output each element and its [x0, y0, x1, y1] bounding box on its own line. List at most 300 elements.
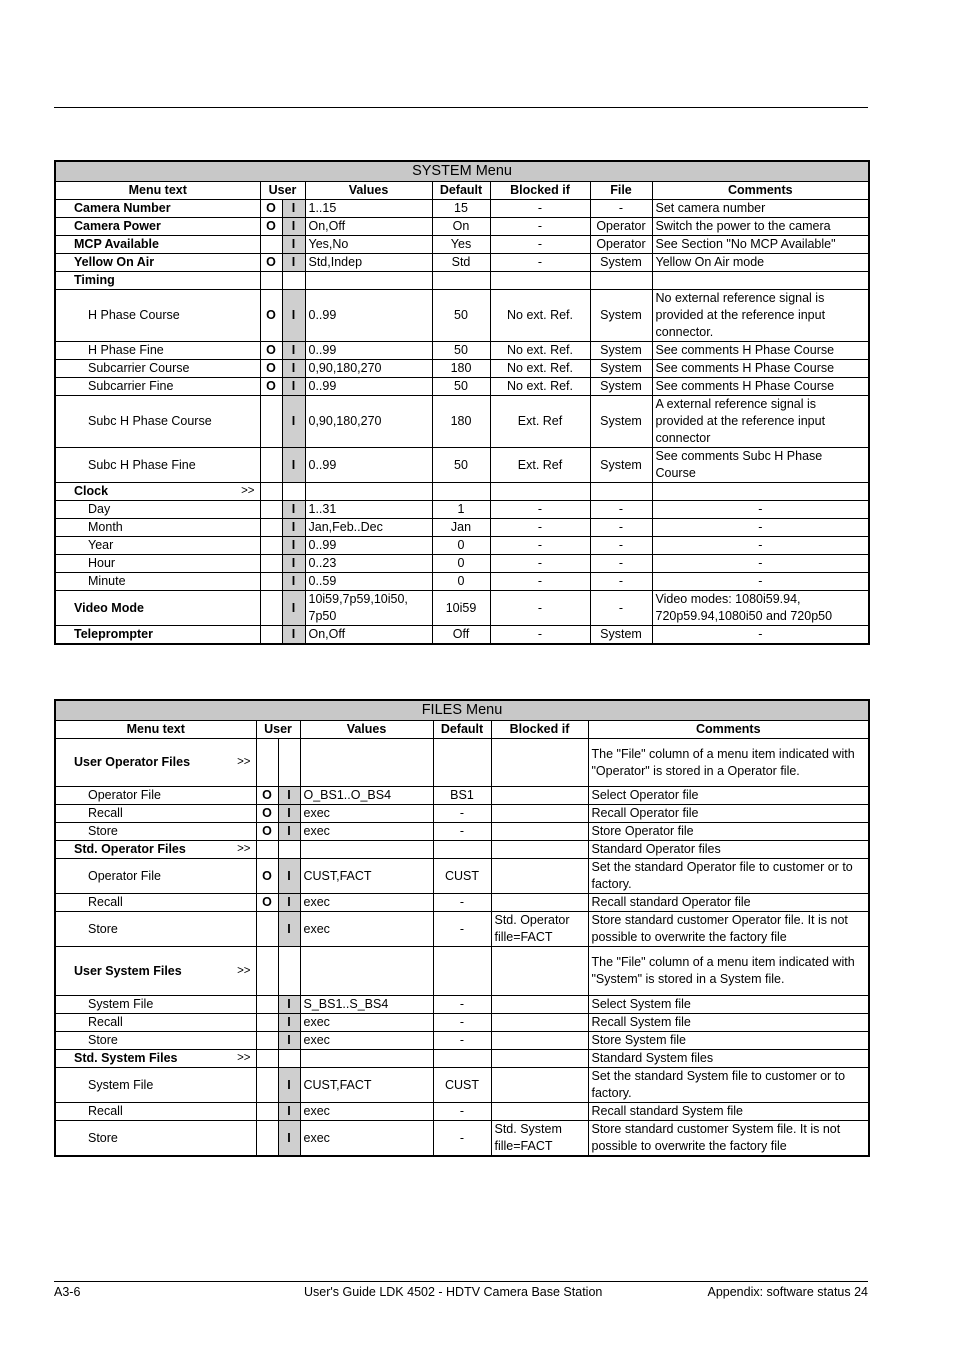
- footer-right: Appendix: software status 24: [707, 1285, 868, 1299]
- comments-cell: Switch the power to the camera: [652, 218, 869, 236]
- default-cell: CUST: [433, 1068, 491, 1103]
- blocked-if-cell: Ext. Ref: [490, 448, 590, 483]
- blocked-if-cell: [490, 483, 590, 501]
- values-cell: exec: [300, 1032, 433, 1050]
- user-install-cell: I: [282, 360, 305, 378]
- user-install-cell: [282, 272, 305, 290]
- blocked-if-cell: -: [490, 519, 590, 537]
- col-blocked-if: Blocked if: [491, 721, 588, 739]
- default-cell: -: [433, 912, 491, 947]
- comments-cell: -: [652, 501, 869, 519]
- file-cell: System: [590, 342, 652, 360]
- table-row: [55, 200, 869, 218]
- table-row: [55, 823, 869, 841]
- table-row: [55, 1050, 869, 1068]
- default-cell: Std: [432, 254, 490, 272]
- table-row: [55, 996, 869, 1014]
- blocked-if-cell: [491, 996, 588, 1014]
- menu-item-name: [55, 1050, 256, 1068]
- blocked-if-cell: [491, 787, 588, 805]
- file-cell: -: [590, 591, 652, 626]
- table-row: [55, 859, 869, 894]
- user-operator-cell: O: [260, 360, 282, 378]
- menu-item-name: [55, 805, 256, 823]
- default-cell: Off: [432, 626, 490, 645]
- values-cell: 0..99: [305, 290, 432, 342]
- table-row: [55, 254, 869, 272]
- file-cell: -: [590, 573, 652, 591]
- col-comments: Comments: [588, 721, 869, 739]
- comments-cell: Store System file: [588, 1032, 869, 1050]
- file-cell: System: [590, 254, 652, 272]
- table-row: [55, 805, 869, 823]
- col-file: File: [590, 182, 652, 200]
- blocked-if-cell: Ext. Ref: [490, 396, 590, 448]
- values-cell: exec: [300, 1014, 433, 1032]
- default-cell: 1: [432, 501, 490, 519]
- menu-item-label: Store: [88, 824, 118, 838]
- comments-cell: [652, 272, 869, 290]
- menu-item-name: [55, 996, 256, 1014]
- menu-item-label: Minute: [88, 574, 126, 588]
- file-cell: System: [590, 626, 652, 645]
- user-install-cell: [282, 483, 305, 501]
- file-cell: Operator: [590, 236, 652, 254]
- menu-item-label: Day: [88, 502, 111, 516]
- table-row: [55, 1068, 869, 1103]
- menu-item-name: [55, 200, 260, 218]
- default-cell: 0: [432, 573, 490, 591]
- values-cell: exec: [300, 1103, 433, 1121]
- values-cell: CUST,FACT: [300, 1068, 433, 1103]
- file-cell: System: [590, 396, 652, 448]
- col-menu-text: Menu text: [55, 182, 260, 200]
- user-install-cell: I: [278, 805, 300, 823]
- comments-cell: Recall Operator file: [588, 805, 869, 823]
- menu-item-label: Year: [88, 538, 114, 552]
- user-operator-cell: [260, 501, 282, 519]
- menu-item-name: [55, 859, 256, 894]
- user-operator-cell: O: [256, 805, 278, 823]
- user-install-cell: I: [282, 501, 305, 519]
- blocked-if-cell: [490, 272, 590, 290]
- comments-cell: Video modes: 1080i59.94, 720p59.94,1080i50 and 720p50: [652, 591, 869, 626]
- default-cell: 0: [432, 555, 490, 573]
- header-rule: [54, 107, 868, 108]
- menu-item-label: Operator File: [88, 788, 161, 802]
- user-operator-cell: [256, 1032, 278, 1050]
- menu-item-label: Std. System Files: [74, 1051, 178, 1065]
- comments-cell: Store standard customer Operator file. It is not possible to overwrite the factory file: [588, 912, 869, 947]
- user-install-cell: I: [278, 1103, 300, 1121]
- values-cell: 0..99: [305, 537, 432, 555]
- user-install-cell: I: [282, 555, 305, 573]
- comments-cell: Set the standard System file to customer or to factory.: [588, 1068, 869, 1103]
- values-cell: On,Off: [305, 218, 432, 236]
- default-cell: [433, 947, 491, 996]
- menu-item-name: [55, 626, 260, 645]
- comments-cell: A external reference signal is provided at the reference input connector: [652, 396, 869, 448]
- values-cell: Jan,Feb..Dec: [305, 519, 432, 537]
- comments-cell: -: [652, 626, 869, 645]
- default-cell: 50: [432, 342, 490, 360]
- user-install-cell: [278, 739, 300, 787]
- menu-item-name: [55, 342, 260, 360]
- menu-item-label: Timing: [74, 273, 115, 287]
- comments-cell: -: [652, 573, 869, 591]
- values-cell: [300, 739, 433, 787]
- system-menu-table: [54, 160, 870, 645]
- user-install-cell: I: [278, 1068, 300, 1103]
- comments-cell: See comments H Phase Course: [652, 360, 869, 378]
- menu-item-name: [55, 519, 260, 537]
- submenu-arrow: >>: [237, 1052, 251, 1064]
- comments-cell: Recall System file: [588, 1014, 869, 1032]
- default-cell: -: [433, 823, 491, 841]
- default-cell: 15: [432, 200, 490, 218]
- comments-cell: See Section "No MCP Available": [652, 236, 869, 254]
- comments-cell: Set camera number: [652, 200, 869, 218]
- menu-item-name: [55, 573, 260, 591]
- default-cell: -: [433, 996, 491, 1014]
- blocked-if-cell: -: [490, 236, 590, 254]
- menu-item-name: [55, 360, 260, 378]
- blocked-if-cell: -: [490, 254, 590, 272]
- blocked-if-cell: -: [490, 537, 590, 555]
- comments-cell: Store standard customer System file. It is not possible to overwrite the factory file: [588, 1121, 869, 1157]
- menu-item-name: [55, 823, 256, 841]
- user-operator-cell: O: [260, 342, 282, 360]
- col-user: User: [260, 182, 305, 200]
- table-row: [55, 501, 869, 519]
- blocked-if-cell: [491, 1103, 588, 1121]
- comments-cell: Select System file: [588, 996, 869, 1014]
- table-row: [55, 537, 869, 555]
- menu-item-name: [55, 1121, 256, 1157]
- file-cell: System: [590, 290, 652, 342]
- blocked-if-cell: -: [490, 555, 590, 573]
- values-cell: 0,90,180,270: [305, 360, 432, 378]
- user-install-cell: I: [278, 787, 300, 805]
- submenu-arrow: >>: [241, 485, 255, 497]
- blocked-if-cell: -: [490, 591, 590, 626]
- user-operator-cell: [256, 1068, 278, 1103]
- file-cell: -: [590, 501, 652, 519]
- user-install-cell: [278, 841, 300, 859]
- table-row: [55, 448, 869, 483]
- comments-cell: -: [652, 537, 869, 555]
- table-row: [55, 894, 869, 912]
- user-operator-cell: O: [256, 787, 278, 805]
- menu-item-name: [55, 254, 260, 272]
- user-install-cell: I: [282, 254, 305, 272]
- default-cell: -: [433, 1121, 491, 1157]
- table-row: [55, 272, 869, 290]
- files-menu-title: FILES Menu: [55, 700, 869, 721]
- user-operator-cell: [256, 1121, 278, 1157]
- blocked-if-cell: [491, 1050, 588, 1068]
- menu-item-label: Camera Number: [74, 201, 171, 215]
- table-row: [55, 626, 869, 645]
- table-row: [55, 342, 869, 360]
- table-row: [55, 360, 869, 378]
- user-install-cell: I: [282, 537, 305, 555]
- menu-item-label: Std. Operator Files: [74, 842, 186, 856]
- values-cell: CUST,FACT: [300, 859, 433, 894]
- submenu-arrow: >>: [237, 843, 251, 855]
- values-cell: exec: [300, 894, 433, 912]
- file-cell: [590, 483, 652, 501]
- user-operator-cell: [256, 1103, 278, 1121]
- blocked-if-cell: [491, 805, 588, 823]
- menu-item-label: Hour: [88, 556, 116, 570]
- menu-item-label: Month: [88, 520, 123, 534]
- comments-cell: -: [652, 519, 869, 537]
- user-install-cell: I: [282, 200, 305, 218]
- blocked-if-cell: [491, 739, 588, 787]
- user-operator-cell: O: [260, 218, 282, 236]
- user-operator-cell: [256, 841, 278, 859]
- comments-cell: Select Operator file: [588, 787, 869, 805]
- table-row: [55, 739, 869, 787]
- comments-cell: See comments Subc H Phase Course: [652, 448, 869, 483]
- blocked-if-cell: [491, 841, 588, 859]
- values-cell: [300, 841, 433, 859]
- table-row: [55, 218, 869, 236]
- blocked-if-cell: No ext. Ref.: [490, 342, 590, 360]
- blocked-if-cell: -: [490, 501, 590, 519]
- user-install-cell: I: [282, 342, 305, 360]
- values-cell: exec: [300, 805, 433, 823]
- default-cell: 50: [432, 290, 490, 342]
- user-install-cell: I: [278, 823, 300, 841]
- values-cell: 0,90,180,270: [305, 396, 432, 448]
- menu-item-name: [55, 841, 256, 859]
- comments-cell: Standard Operator files: [588, 841, 869, 859]
- user-operator-cell: [256, 912, 278, 947]
- user-install-cell: [278, 1050, 300, 1068]
- menu-item-name: [55, 290, 260, 342]
- default-cell: 10i59: [432, 591, 490, 626]
- menu-item-name: [55, 236, 260, 254]
- values-cell: S_BS1..S_BS4: [300, 996, 433, 1014]
- values-cell: 0..99: [305, 378, 432, 396]
- default-cell: 50: [432, 378, 490, 396]
- menu-item-name: [55, 912, 256, 947]
- table-row: [55, 519, 869, 537]
- table-row: [55, 483, 869, 501]
- user-operator-cell: [260, 573, 282, 591]
- menu-item-label: Operator File: [88, 868, 161, 883]
- user-install-cell: I: [282, 626, 305, 645]
- blocked-if-cell: [491, 823, 588, 841]
- user-install-cell: I: [282, 218, 305, 236]
- menu-item-label: H Phase Course: [88, 308, 180, 322]
- default-cell: 180: [432, 396, 490, 448]
- default-cell: -: [433, 1103, 491, 1121]
- blocked-if-cell: [491, 859, 588, 894]
- values-cell: 1..15: [305, 200, 432, 218]
- user-install-cell: I: [278, 996, 300, 1014]
- file-cell: System: [590, 448, 652, 483]
- menu-item-label: User Operator Files: [74, 755, 191, 769]
- default-cell: -: [433, 805, 491, 823]
- user-install-cell: I: [278, 912, 300, 947]
- footer-left: A3-6: [54, 1285, 81, 1299]
- user-operator-cell: O: [256, 894, 278, 912]
- user-operator-cell: [256, 739, 278, 787]
- col-user: User: [256, 721, 300, 739]
- user-install-cell: I: [278, 1121, 300, 1157]
- file-cell: -: [590, 555, 652, 573]
- user-install-cell: [278, 947, 300, 996]
- menu-item-name: [55, 555, 260, 573]
- user-operator-cell: O: [260, 200, 282, 218]
- menu-item-name: [55, 1014, 256, 1032]
- user-operator-cell: [260, 591, 282, 626]
- menu-item-name: [55, 448, 260, 483]
- table-row: [55, 591, 869, 626]
- table-row: [55, 378, 869, 396]
- blocked-if-cell: [491, 1032, 588, 1050]
- user-operator-cell: [260, 396, 282, 448]
- file-cell: System: [590, 378, 652, 396]
- comments-cell: [652, 483, 869, 501]
- user-operator-cell: [260, 272, 282, 290]
- blocked-if-cell: -: [490, 626, 590, 645]
- values-cell: [300, 1050, 433, 1068]
- values-cell: 0..99: [305, 342, 432, 360]
- user-install-cell: I: [282, 448, 305, 483]
- menu-item-name: [55, 218, 260, 236]
- user-install-cell: I: [282, 573, 305, 591]
- comments-cell: Set the standard Operator file to customer or to factory.: [588, 859, 869, 894]
- values-cell: 1..31: [305, 501, 432, 519]
- col-blocked-if: Blocked if: [490, 182, 590, 200]
- menu-item-label: Recall: [88, 1015, 123, 1029]
- menu-item-name: [55, 787, 256, 805]
- menu-item-label: Teleprompter: [74, 627, 153, 641]
- comments-cell: Store Operator file: [588, 823, 869, 841]
- blocked-if-cell: -: [490, 200, 590, 218]
- file-cell: -: [590, 537, 652, 555]
- default-cell: -: [433, 894, 491, 912]
- footer-rule: [54, 1281, 868, 1282]
- menu-item-name: [55, 1103, 256, 1121]
- table-row: [55, 1014, 869, 1032]
- default-cell: [433, 739, 491, 787]
- default-cell: 50: [432, 448, 490, 483]
- comments-cell: See comments H Phase Course: [652, 378, 869, 396]
- values-cell: exec: [300, 1121, 433, 1157]
- comments-cell: See comments H Phase Course: [652, 342, 869, 360]
- table-row: [55, 555, 869, 573]
- default-cell: CUST: [433, 859, 491, 894]
- user-operator-cell: [260, 626, 282, 645]
- user-operator-cell: O: [260, 290, 282, 342]
- table-row: [55, 290, 869, 342]
- user-install-cell: I: [282, 396, 305, 448]
- user-operator-cell: [260, 555, 282, 573]
- system-menu-title: SYSTEM Menu: [55, 161, 869, 182]
- values-cell: 10i59,7p59,10i50, 7p50: [305, 591, 432, 626]
- menu-item-label: User System Files: [74, 963, 182, 978]
- user-operator-cell: [256, 1050, 278, 1068]
- comments-cell: Yellow On Air mode: [652, 254, 869, 272]
- user-operator-cell: [260, 537, 282, 555]
- menu-item-label: Recall: [88, 1104, 123, 1118]
- col-comments: Comments: [652, 182, 869, 200]
- menu-item-label: Store: [88, 1033, 118, 1047]
- user-operator-cell: [260, 483, 282, 501]
- menu-item-name: [55, 1068, 256, 1103]
- default-cell: 0: [432, 537, 490, 555]
- comments-cell: The "File" column of a menu item indicated with "System" is stored in a System file.: [588, 947, 869, 996]
- values-cell: exec: [300, 823, 433, 841]
- default-cell: Jan: [432, 519, 490, 537]
- comments-cell: The "File" column of a menu item indicated with "Operator" is stored in a Operator file.: [588, 739, 869, 787]
- file-cell: -: [590, 200, 652, 218]
- file-cell: Operator: [590, 218, 652, 236]
- col-values: Values: [305, 182, 432, 200]
- blocked-if-cell: [491, 894, 588, 912]
- user-operator-cell: [256, 996, 278, 1014]
- menu-item-label: Subcarrier Course: [88, 361, 190, 375]
- col-default: Default: [432, 182, 490, 200]
- blocked-if-cell: No ext. Ref.: [490, 290, 590, 342]
- table-row: [55, 912, 869, 947]
- user-operator-cell: [260, 236, 282, 254]
- default-cell: -: [433, 1032, 491, 1050]
- menu-item-label: System File: [88, 1077, 154, 1092]
- blocked-if-cell: Std. System fille=FACT: [491, 1121, 588, 1157]
- values-cell: O_BS1..O_BS4: [300, 787, 433, 805]
- user-install-cell: I: [282, 378, 305, 396]
- user-operator-cell: O: [256, 859, 278, 894]
- comments-cell: -: [652, 555, 869, 573]
- values-cell: Yes,No: [305, 236, 432, 254]
- default-cell: BS1: [433, 787, 491, 805]
- comments-cell: Recall standard Operator file: [588, 894, 869, 912]
- footer-center: User's Guide LDK 4502 - HDTV Camera Base Station: [304, 1285, 603, 1299]
- table-row: [55, 1032, 869, 1050]
- menu-item-label: Video Mode: [74, 600, 144, 615]
- default-cell: [432, 272, 490, 290]
- menu-item-label: H Phase Fine: [88, 343, 164, 357]
- submenu-arrow: >>: [237, 964, 251, 977]
- comments-cell: Recall standard System file: [588, 1103, 869, 1121]
- blocked-if-cell: No ext. Ref.: [490, 360, 590, 378]
- menu-item-name: [55, 1032, 256, 1050]
- table-row: [55, 1121, 869, 1157]
- values-cell: [305, 272, 432, 290]
- menu-item-name: [55, 947, 256, 996]
- values-cell: 0..99: [305, 448, 432, 483]
- menu-item-label: Yellow On Air: [74, 255, 155, 269]
- file-cell: -: [590, 519, 652, 537]
- blocked-if-cell: [491, 1014, 588, 1032]
- menu-item-label: Store: [88, 1130, 118, 1145]
- user-install-cell: I: [278, 859, 300, 894]
- comments-cell: No external reference signal is provided at the reference input connector.: [652, 290, 869, 342]
- user-install-cell: I: [282, 591, 305, 626]
- menu-item-label: Camera Power: [74, 219, 161, 233]
- menu-item-label: System File: [88, 997, 154, 1011]
- user-operator-cell: [260, 519, 282, 537]
- user-install-cell: I: [278, 894, 300, 912]
- table-row: [55, 947, 869, 996]
- blocked-if-cell: -: [490, 218, 590, 236]
